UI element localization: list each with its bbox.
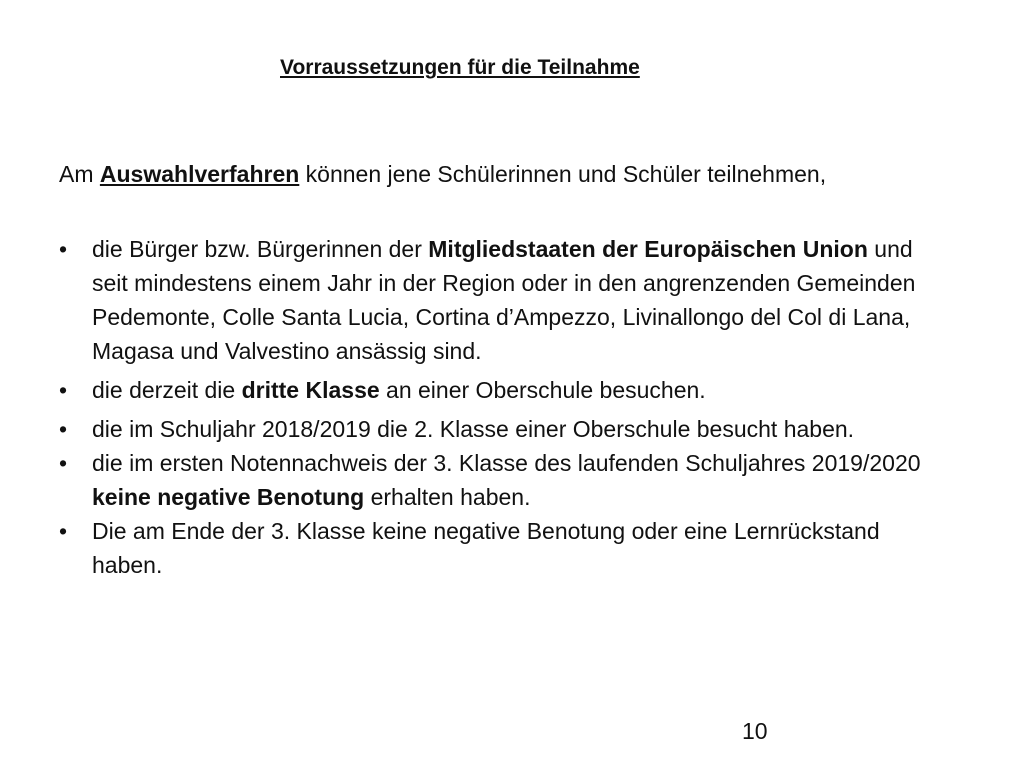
list-item-text: Die am Ende der 3. Klasse keine negative Benotung oder eine Lernrückstand haben. (92, 518, 880, 578)
bullet-icon: • (59, 377, 68, 403)
bullet-icon: • (59, 416, 68, 442)
list-item-emphasis: keine negative Benotung (92, 484, 365, 510)
list-item-text: erhalten haben. (364, 484, 531, 510)
requirements-list (59, 232, 939, 582)
list-item-text: an einer Oberschule besuchen. (379, 377, 706, 403)
intro-keyword: Auswahlverfahren (99, 161, 300, 187)
intro-suffix: können jene Schülerinnen und Schüler teilnehmen, (299, 161, 827, 187)
list-item-text: die derzeit die (92, 377, 242, 403)
slide-title: Vorraussetzungen für die Teilnahme (280, 56, 640, 79)
intro-prefix: Am (59, 161, 100, 187)
list-item-emphasis: Mitgliedstaaten der Europäischen Union (428, 236, 868, 262)
bullet-icon: • (59, 518, 68, 544)
list-item-text: die im Schuljahr 2018/2019 die 2. Klasse einer Oberschule besucht haben. (92, 416, 855, 442)
list-item (59, 446, 939, 514)
list-item-text: die im ersten Notennachweis der 3. Klasse des laufenden Schuljahres 2019/2020 (92, 450, 921, 476)
bullet-icon: • (59, 236, 68, 262)
list-item-emphasis: dritte Klasse (241, 377, 380, 403)
list-item (59, 232, 939, 368)
list-item (59, 514, 939, 582)
list-item (59, 373, 939, 407)
list-item-text: und seit mindestens einem Jahr in der Region oder in den angrenzenden Gemeinden Pedemonte, Colle Santa Lucia, Cortina d’Ampezzo, Livinallongo del Col di Lana, Magasa und Valvestino ansässig sind. (92, 236, 916, 364)
bullet-icon: • (59, 450, 68, 476)
list-item (59, 412, 939, 446)
intro-sentence (59, 158, 826, 190)
page-number: 10 (742, 718, 768, 744)
list-item-text: die Bürger bzw. Bürgerinnen der (92, 236, 429, 262)
